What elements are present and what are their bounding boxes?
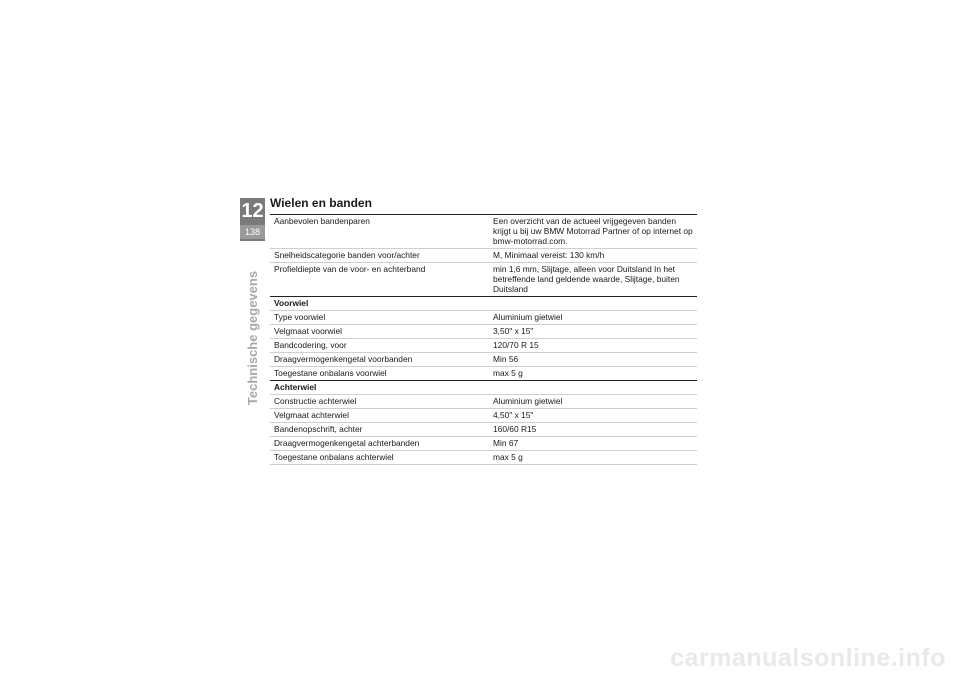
- spec-value: max 5 g: [489, 367, 697, 381]
- spec-value: Aluminium gietwiel: [489, 395, 697, 409]
- spec-label: Velgmaat voorwiel: [270, 325, 489, 339]
- table-row: [270, 249, 697, 263]
- spec-value: Min 67: [489, 437, 697, 451]
- spec-label: Profieldiepte van de voor- en achterband: [270, 263, 489, 297]
- table-row: [270, 325, 697, 339]
- spec-label: Toegestane onbalans voorwiel: [270, 367, 489, 381]
- spec-label: Draagvermogenkengetal achterbanden: [270, 437, 489, 451]
- spec-value: 160/60 R15: [489, 423, 697, 437]
- spec-value: 3,50" x 15": [489, 325, 697, 339]
- spec-label: Snelheidscategorie banden voor/achter: [270, 249, 489, 263]
- spec-table: [270, 214, 697, 465]
- table-row: [270, 437, 697, 451]
- spec-value: M, Minimaal vereist: 130 km/h: [489, 249, 697, 263]
- spec-label: Type voorwiel: [270, 311, 489, 325]
- spec-value: Min 56: [489, 353, 697, 367]
- spec-label: Velgmaat achterwiel: [270, 409, 489, 423]
- spec-label: Bandcodering, voor: [270, 339, 489, 353]
- spec-label: Aanbevolen bandenparen: [270, 215, 489, 249]
- table-row: [270, 395, 697, 409]
- group-heading-voorwiel: Voorwiel: [270, 297, 697, 311]
- spec-label: Bandenopschrift, achter: [270, 423, 489, 437]
- table-row: [270, 311, 697, 325]
- spec-value: min 1,6 mm, Slijtage, alleen voor Duitsland In het betreffende land geldende waarde, Slijtage, buiten Duitsland: [489, 263, 697, 297]
- table-row: [270, 263, 697, 297]
- table-row: [270, 409, 697, 423]
- table-row: [270, 215, 697, 249]
- table-row: [270, 339, 697, 353]
- spec-label: Draagvermogenkengetal voorbanden: [270, 353, 489, 367]
- page-number: 138: [240, 225, 265, 239]
- table-row: [270, 423, 697, 437]
- table-row: [270, 353, 697, 367]
- spec-label: Constructie achterwiel: [270, 395, 489, 409]
- section-title: Wielen en banden: [270, 196, 372, 210]
- chapter-number: 12: [241, 200, 264, 222]
- group-heading-row: [270, 381, 697, 395]
- table-row: [270, 367, 697, 381]
- group-heading-row: [270, 297, 697, 311]
- spec-label: Toegestane onbalans achterwiel: [270, 451, 489, 465]
- spec-value: 120/70 R 15: [489, 339, 697, 353]
- watermark-text: carmanualsonline.info: [670, 644, 946, 672]
- spec-value: Aluminium gietwiel: [489, 311, 697, 325]
- chapter-side-title: Technische gegevens: [245, 270, 260, 406]
- spec-value: 4,50" x 15": [489, 409, 697, 423]
- group-heading-achterwiel: Achterwiel: [270, 381, 697, 395]
- table-row: [270, 451, 697, 465]
- spec-value: max 5 g: [489, 451, 697, 465]
- chapter-tab: [240, 198, 265, 241]
- spec-value: Een overzicht van de actueel vrijgegeven banden krijgt u bij uw BMW Motorrad Partner of op internet op bmw-motorrad.com.: [489, 215, 697, 249]
